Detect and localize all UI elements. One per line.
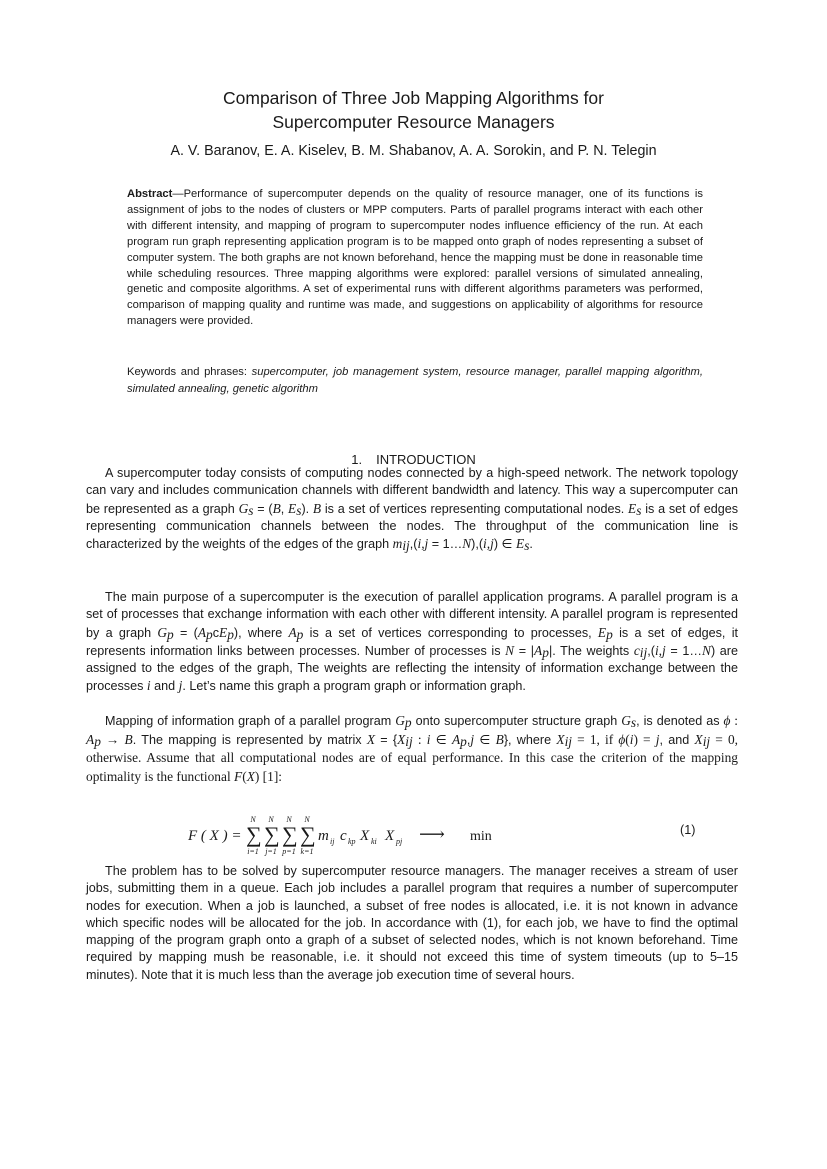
section-title: INTRODUCTION xyxy=(376,452,476,467)
paper-title-line-1: Comparison of Three Job Mapping Algorithms for xyxy=(223,88,604,108)
paper-title-line-2: Supercomputer Resource Managers xyxy=(272,112,555,132)
eq-m-sub: ij xyxy=(330,837,335,846)
abstract-text: —Performance of supercomputer depends on the quality of resource manager, one of its functions is assignment of jobs to the nodes of clusters or MPP computers. Parts of parallel programs interact with each other with different intensity, and mapping of program to supercomputer nodes influence efficiency of the run. At each program run graph representing application program is to be mapped onto graph of nodes representing a subset of computer system. The both graphs are not known beforehand, hence the mapping must be done in reasonable time while scheduling resources. Three mapping algorithms were explored: parallel versions of simulated annealing, genetic and composite algorithms. A set of experimental runs with different algorithms parameters was performed, comparison of mapping quality and runtime was made, and suggestions on applicability of algorithms for resource managers were provided. xyxy=(127,188,703,328)
sum-lower-p: p=1 xyxy=(282,847,296,856)
sum-symbol-k: ∑ xyxy=(300,822,316,847)
keywords-text: supercomputer, job management system, resource manager, parallel mapping algorithm, simulated annealing, genetic algorithm xyxy=(127,366,703,395)
intro-paragraph-4: The problem has to be solved by supercomputer resource managers. The manager receives a stream of user jobs, submitting them in a queue. Each job includes a parallel program that requires a number of supercomputer nodes for execution. When a job is launched, a subset of free nodes is allocated, i.e. it is not known in advance which specific nodes will be allocated for the job. In accordance with (1), for each job, we have to find the optimal mapping of the program graph onto a graph of a subset of selected nodes, which is not known beforehand. Time required by mapping mush be reasonable, i.e. it should not exceed this time of system timeouts (up to 5–15 minutes). Note that it is much less than the average job execution time of several hours. xyxy=(86,864,738,982)
eq-x1: X xyxy=(360,828,370,844)
eq-c-sub: kp xyxy=(348,837,356,846)
sum-upper-p: N xyxy=(286,815,292,824)
eq-x2-sub: pj xyxy=(396,837,403,846)
intro-paragraph-3: Mapping of information graph of a parallel program $G_p$ onto supercomputer structure graph $G_s$, is denoted as ϕ : $A_p \to B$. The mapping is represented by matrix $X = \{X_{ij}$ : i ∈ $A_p,j$ ∈ B}, where $X_{ij} = 1$, if ϕ(i) = j, and $X_{ij} = 0$, otherwise. Assume that all computational nodes are of equal performance. In this case the criterion of the mapping optimality is the functional F(X) [1]: xyxy=(86,713,738,784)
equation-number: (1) xyxy=(680,823,696,837)
equation-1 xyxy=(186,812,516,858)
sum-lower-i: i=1 xyxy=(247,847,259,856)
sum-symbol-p: ∑ xyxy=(282,822,298,847)
sum-lower-k: k=1 xyxy=(300,847,314,856)
abstract-label: Abstract xyxy=(127,188,173,200)
eq-m: m xyxy=(318,828,329,844)
author-list: A. V. Baranov, E. A. Kiselev, B. M. Shabanov, A. A. Sorokin, and P. N. Telegin xyxy=(170,143,657,159)
equation-lhs: F ( X ) = xyxy=(188,828,242,844)
eq-x1-sub: ki xyxy=(371,837,377,846)
eq-rhs: min xyxy=(470,829,492,844)
abstract xyxy=(127,187,703,330)
eq-c: c xyxy=(340,828,347,844)
sum-symbol-i: ∑ xyxy=(246,822,262,847)
sum-upper-j: N xyxy=(268,815,274,824)
intro-paragraph-1: A supercomputer today consists of computing nodes connected by a high-speed network. The network topology can vary and includes communication channels with different bandwidth and latency. This way a supercomputer can be represented as a graph $G_s = (B$, $E_s$). B is a set of vertices representing computational nodes. $E_s$ is a set of edges representing communication channels between the nodes. The throughput of the communication line is characterized by the weights of the edges of the graph $m_{ij},(i,j$ = 1…N),(i,j) ∈ $E_s$. xyxy=(86,466,739,554)
keywords xyxy=(127,364,703,398)
keywords-label: Keywords and phrases: xyxy=(127,366,252,378)
intro-paragraph-2: The main purpose of a supercomputer is the execution of parallel application programs. A parallel program is a set of processes that exchange information with each other with different intensity. A parallel program is represented by a graph $G_p = (A_pcE_p)$, where $A_p$ is a set of vertices corresponding to processes, $E_p$ is a set of edges, it represents information links between processes. Number of processes is $N = |A_p|$. The weights $c_{ij},(i,j$ = 1…N) are assigned to the edges of the graph, The weights are reflecting the intensity of information exchange between the processes i and j. Let’s name this graph a program graph or information graph. xyxy=(86,590,739,694)
eq-arrow: ⟶ xyxy=(419,824,445,844)
sum-symbol-j: ∑ xyxy=(264,822,280,847)
eq-x2: X xyxy=(385,828,395,844)
section-number: 1. xyxy=(351,452,363,467)
sum-upper-i: N xyxy=(250,815,256,824)
sum-upper-k: N xyxy=(304,815,310,824)
sum-lower-j: j=1 xyxy=(265,847,277,856)
